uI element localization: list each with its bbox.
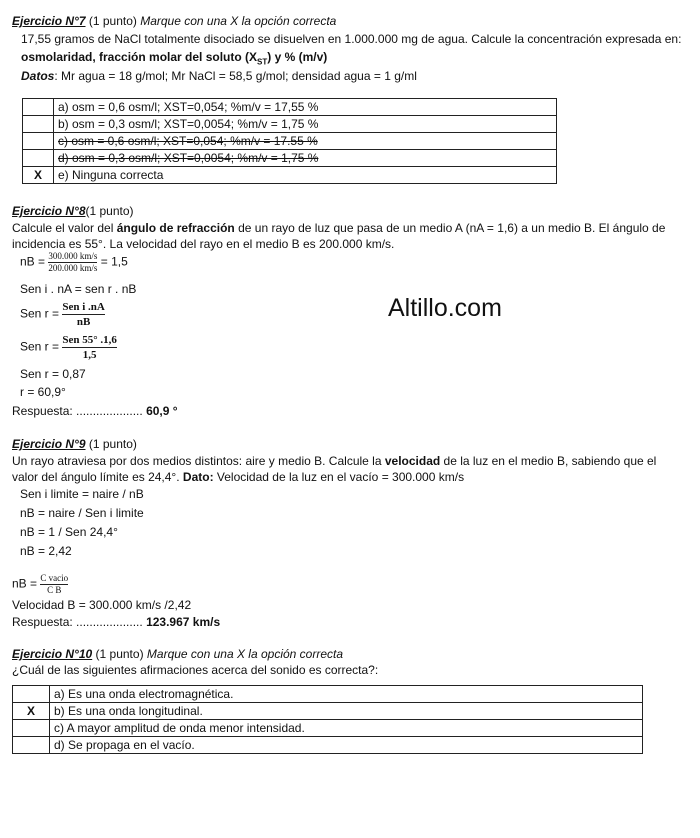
exercise-9-text: Un rayo atraviesa por dos medios distintos: aire y medio B. Calcule la	[12, 454, 385, 468]
exercise-10-header	[12, 647, 343, 661]
fraction-numerator: Sen i .nA	[62, 301, 105, 313]
velocity-fraction	[40, 573, 68, 596]
table-row	[13, 686, 643, 703]
option-mark[interactable]: X	[23, 167, 54, 184]
exercise-9-points: (1 punto)	[88, 437, 137, 451]
option-mark[interactable]	[13, 720, 50, 737]
equation-lhs: nB =	[20, 254, 46, 269]
option-mark[interactable]	[23, 133, 54, 150]
option-mark[interactable]	[23, 116, 54, 133]
option-mark[interactable]	[13, 737, 50, 754]
exercise-9-title: Ejercicio N°9	[12, 437, 86, 451]
exercise-7-header	[12, 14, 336, 28]
exercise-8-points: (1 punto)	[85, 204, 134, 218]
fraction-denominator: nB	[76, 316, 91, 328]
option-mark[interactable]	[13, 686, 50, 703]
exercise-7-data-text: : Mr agua = 18 g/mol; Mr NaCl = 58,5 g/mol; densidad agua = 1 g/ml	[54, 69, 417, 83]
option-text: e) Ninguna correcta	[54, 167, 557, 184]
exercise-8-header	[12, 204, 134, 218]
fraction-numerator: Sen 55° .1,6	[62, 334, 117, 346]
answer-value: 60,9 °	[146, 404, 178, 418]
watermark-logo: Altillo.com	[388, 294, 502, 322]
step-3: nB = 1 / Sen 24,4°	[20, 525, 118, 539]
velocity-fraction-equation	[12, 573, 68, 596]
fraction-denominator: C B	[47, 585, 62, 595]
option-text: c) A mayor amplitud de onda menor intensidad.	[50, 720, 643, 737]
exercise-8-text: de un rayo de luz que pasa de un medio A (nA = 1,6) a un medio B. El ángulo de	[234, 221, 666, 235]
option-mark[interactable]	[23, 99, 54, 116]
exercise-9-text: Velocidad de la luz en el vacío = 300.000 km/s	[213, 470, 465, 484]
table-row	[23, 167, 557, 184]
exercise-7-points: (1 punto)	[88, 14, 137, 28]
exercise-7-asked	[21, 50, 327, 66]
velocity-calculation: Velocidad B = 300.000 km/s /2,42	[12, 598, 192, 612]
option-text: d) osm = 0,3 osm/l; XST=0,0054; %m/v = 1,75 %	[54, 150, 557, 167]
exercise-10-points: (1 punto)	[95, 647, 144, 661]
exercise-9-statement-line2	[12, 470, 464, 484]
exercise-9-header	[12, 437, 137, 451]
exercise-7-title: Ejercicio N°7	[12, 14, 86, 28]
exercise-8-statement-line1	[12, 221, 665, 235]
exercise-10-title: Ejercicio N°10	[12, 647, 93, 661]
sen-r-equation-1	[20, 300, 105, 329]
option-mark[interactable]	[23, 150, 54, 167]
fraction-numerator: C vacio	[40, 573, 69, 583]
fraction-denominator: 1,5	[82, 349, 97, 361]
exercise-10-question: ¿Cuál de las siguientes afirmaciones acerca del sonido es correcta?:	[12, 663, 379, 677]
exercise-9-answer	[12, 615, 220, 629]
exercise-7-instruction: Marque con una X la opción correcta	[140, 14, 337, 28]
exercise-7-options-table	[22, 98, 557, 184]
exercise-7-statement: 17,55 gramos de NaCl totalmente disociado se disuelven en 1.000.000 mg de agua. Calcule la concentración expresada en:	[21, 32, 682, 46]
exercise-7-asked-text: osmolaridad, fracción molar del soluto (X	[21, 50, 258, 64]
exercise-7-asked-end: ) y % (m/v)	[267, 50, 328, 64]
exercise-9-bold: Dato:	[182, 470, 214, 484]
option-text: b) osm = 0,3 osm/l; XST=0,0054; %m/v = 1,75 %	[54, 116, 557, 133]
step-2: nB = naire / Sen i limite	[20, 506, 144, 520]
equation-lhs: nB =	[12, 576, 38, 591]
exercise-7-asked-sub: ST	[257, 57, 268, 67]
exercise-9-text: de la luz en el medio B, sabiendo que el	[440, 454, 657, 468]
option-text: a) Es una onda electromagnética.	[50, 686, 643, 703]
equation-rhs: = 1,5	[100, 254, 128, 269]
answer-label: Respuesta: ....................	[12, 404, 143, 418]
exercise-9-statement-line1	[12, 454, 656, 468]
sen-r-fraction-2	[62, 333, 117, 362]
fraction-denominator: 200.000 km/s	[48, 263, 98, 273]
table-row	[13, 737, 643, 754]
nb-equation	[20, 251, 128, 274]
option-text: c) osm = 0,6 osm/l; XST=0,054; %m/v = 17.55 %	[54, 133, 557, 150]
equation-lhs: Sen r =	[20, 306, 60, 321]
r-value: r = 60,9°	[20, 385, 66, 399]
exercise-8-bold: ángulo de refracción	[116, 221, 235, 235]
fraction-numerator: 300.000 km/s	[48, 251, 98, 261]
option-text: a) osm = 0,6 osm/l; XST=0,054; %m/v = 17,55 %	[54, 99, 557, 116]
exercise-7-data	[21, 69, 417, 83]
table-row	[23, 150, 557, 167]
option-text: d) Se propaga en el vacío.	[50, 737, 643, 754]
sen-r-equation-2	[20, 333, 117, 362]
option-text: b) Es una onda longitudinal.	[50, 703, 643, 720]
table-row	[23, 133, 557, 150]
exercise-8-statement-line2: incidencia es 55°. La velocidad del rayo en el medio B es 200.000 km/s.	[12, 237, 395, 251]
sen-r-fraction-1	[62, 300, 105, 329]
equation-lhs: Sen r =	[20, 339, 60, 354]
exercise-9-text: valor del ángulo límite es 24,4°.	[12, 470, 183, 484]
table-row	[23, 99, 557, 116]
nb-fraction	[48, 251, 97, 274]
exercise-8-title: Ejercicio N°8	[12, 204, 86, 218]
step-1: Sen i limite = naire / nB	[20, 487, 144, 501]
table-row	[13, 703, 643, 720]
step-4: nB = 2,42	[20, 544, 72, 558]
answer-label: Respuesta: ....................	[12, 615, 143, 629]
option-mark[interactable]: X	[13, 703, 50, 720]
snell-law: Sen i . nA = sen r . nB	[20, 282, 137, 296]
table-row	[13, 720, 643, 737]
table-row	[23, 116, 557, 133]
exercise-8-answer	[12, 404, 178, 418]
answer-value: 123.967 km/s	[146, 615, 221, 629]
exercise-10-options-table	[12, 685, 643, 754]
exercise-7-data-label: Datos	[21, 69, 55, 83]
sen-r-value: Sen r = 0,87	[20, 367, 86, 381]
exercise-8-text: Calcule el valor del	[12, 221, 117, 235]
exercise-9-bold: velocidad	[384, 454, 441, 468]
exercise-10-instruction: Marque con una X la opción correcta	[146, 647, 344, 661]
